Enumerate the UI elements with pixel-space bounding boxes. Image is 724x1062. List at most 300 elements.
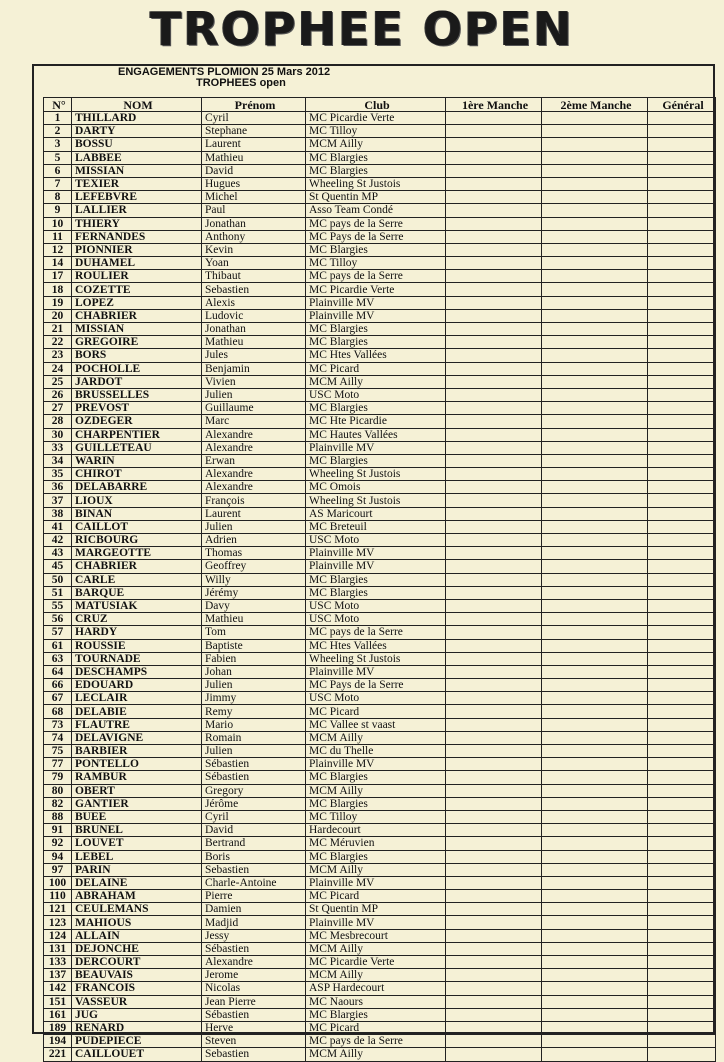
table-row xyxy=(44,745,716,758)
rider-lastname: PIONNIER xyxy=(72,243,202,256)
rider-firstname: Adrien xyxy=(202,534,306,547)
header-manche-1: 1ère Manche xyxy=(446,98,542,112)
general-cell xyxy=(648,125,716,138)
table-row xyxy=(44,494,716,507)
rider-club: USC Moto xyxy=(306,388,446,401)
rider-firstname: Benjamin xyxy=(202,362,306,375)
rider-firstname: Stephane xyxy=(202,125,306,138)
rider-firstname: Alexandre xyxy=(202,441,306,454)
table-row xyxy=(44,362,716,375)
rider-number: 26 xyxy=(44,388,72,401)
rider-lastname: HARDY xyxy=(72,626,202,639)
manche-1-cell xyxy=(446,824,542,837)
rider-number: 79 xyxy=(44,771,72,784)
manche-2-cell xyxy=(542,336,648,349)
rider-lastname: DUHAMEL xyxy=(72,257,202,270)
rider-firstname: Sebastien xyxy=(202,863,306,876)
manche-2-cell xyxy=(542,903,648,916)
rider-number: 3 xyxy=(44,138,72,151)
rider-number: 61 xyxy=(44,639,72,652)
general-cell xyxy=(648,837,716,850)
manche-1-cell xyxy=(446,626,542,639)
manche-2-cell xyxy=(542,507,648,520)
manche-2-cell xyxy=(542,534,648,547)
rider-lastname: BINAN xyxy=(72,507,202,520)
header-general: Général xyxy=(648,98,716,112)
general-cell xyxy=(648,309,716,322)
rider-lastname: DARTY xyxy=(72,125,202,138)
manche-1-cell xyxy=(446,586,542,599)
rider-club: MC Omois xyxy=(306,481,446,494)
rider-number: 133 xyxy=(44,956,72,969)
manche-1-cell xyxy=(446,151,542,164)
rider-firstname: Willy xyxy=(202,573,306,586)
manche-2-cell xyxy=(542,270,648,283)
rider-club: MC Picardie Verte xyxy=(306,283,446,296)
manche-2-cell xyxy=(542,283,648,296)
rider-club: MC Tilloy xyxy=(306,257,446,270)
manche-1-cell xyxy=(446,784,542,797)
general-cell xyxy=(648,784,716,797)
table-row xyxy=(44,534,716,547)
rider-lastname: CAILLOT xyxy=(72,520,202,533)
rider-lastname: TEXIER xyxy=(72,177,202,190)
rider-lastname: GREGOIRE xyxy=(72,336,202,349)
manche-1-cell xyxy=(446,323,542,336)
rider-firstname: François xyxy=(202,494,306,507)
manche-2-cell xyxy=(542,718,648,731)
rider-lastname: BUEE xyxy=(72,810,202,823)
manche-2-cell xyxy=(542,494,648,507)
table-row xyxy=(44,125,716,138)
manche-2-cell xyxy=(542,586,648,599)
rider-lastname: ABRAHAM xyxy=(72,890,202,903)
manche-1-cell xyxy=(446,718,542,731)
header-nom: NOM xyxy=(72,98,202,112)
table-row xyxy=(44,1035,716,1048)
manche-2-cell xyxy=(542,850,648,863)
rider-number: 66 xyxy=(44,679,72,692)
rider-firstname: Alexandre xyxy=(202,428,306,441)
rider-firstname: Erwan xyxy=(202,454,306,467)
rider-number: 5 xyxy=(44,151,72,164)
rider-lastname: GANTIER xyxy=(72,797,202,810)
rider-firstname: Jérôme xyxy=(202,797,306,810)
rider-firstname: Pierre xyxy=(202,890,306,903)
rider-club: MCM Ailly xyxy=(306,942,446,955)
rider-firstname: Marc xyxy=(202,415,306,428)
category-subtitle: TROPHEES open xyxy=(196,77,286,89)
manche-2-cell xyxy=(542,323,648,336)
rider-firstname: Fabien xyxy=(202,652,306,665)
manche-2-cell xyxy=(542,705,648,718)
table-row xyxy=(44,270,716,283)
general-cell xyxy=(648,336,716,349)
table-row xyxy=(44,824,716,837)
manche-1-cell xyxy=(446,1021,542,1034)
rider-number: 94 xyxy=(44,850,72,863)
general-cell xyxy=(648,573,716,586)
rider-firstname: David xyxy=(202,164,306,177)
entries-table xyxy=(43,97,716,1062)
rider-firstname: Bertrand xyxy=(202,837,306,850)
rider-lastname: ALLAIN xyxy=(72,929,202,942)
rider-firstname: Sébastien xyxy=(202,1008,306,1021)
rider-club: MC Blargies xyxy=(306,454,446,467)
manche-1-cell xyxy=(446,257,542,270)
rider-club: MC pays de la Serre xyxy=(306,270,446,283)
manche-1-cell xyxy=(446,362,542,375)
manche-1-cell xyxy=(446,112,542,125)
rider-firstname: Jonathan xyxy=(202,217,306,230)
rider-firstname: Steven xyxy=(202,1035,306,1048)
rider-lastname: LIOUX xyxy=(72,494,202,507)
manche-2-cell xyxy=(542,890,648,903)
rider-number: 42 xyxy=(44,534,72,547)
rider-number: 64 xyxy=(44,665,72,678)
rider-number: 161 xyxy=(44,1008,72,1021)
rider-club: Wheeling St Justois xyxy=(306,652,446,665)
manche-1-cell xyxy=(446,125,542,138)
rider-firstname: Thomas xyxy=(202,547,306,560)
rider-number: 20 xyxy=(44,309,72,322)
general-cell xyxy=(648,164,716,177)
manche-2-cell xyxy=(542,560,648,573)
manche-1-cell xyxy=(446,296,542,309)
table-row xyxy=(44,349,716,362)
rider-club: Plainville MV xyxy=(306,296,446,309)
table-row xyxy=(44,217,716,230)
rider-club: MCM Ailly xyxy=(306,1048,446,1061)
manche-2-cell xyxy=(542,415,648,428)
rider-club: MC Hautes Vallées xyxy=(306,428,446,441)
rider-club: MC Blargies xyxy=(306,771,446,784)
table-row xyxy=(44,1021,716,1034)
rider-club: USC Moto xyxy=(306,534,446,547)
table-row xyxy=(44,613,716,626)
rider-lastname: LOPEZ xyxy=(72,296,202,309)
table-row xyxy=(44,428,716,441)
manche-1-cell xyxy=(446,692,542,705)
table-row xyxy=(44,204,716,217)
rider-club: Asso Team Condé xyxy=(306,204,446,217)
manche-1-cell xyxy=(446,797,542,810)
rider-firstname: Sebastien xyxy=(202,1048,306,1061)
rider-lastname: CEULEMANS xyxy=(72,903,202,916)
rider-firstname: Sebastien xyxy=(202,283,306,296)
rider-number: 56 xyxy=(44,613,72,626)
general-cell xyxy=(648,797,716,810)
manche-1-cell xyxy=(446,468,542,481)
manche-2-cell xyxy=(542,191,648,204)
manche-1-cell xyxy=(446,441,542,454)
rider-number: 57 xyxy=(44,626,72,639)
header-prenom: Prénom xyxy=(202,98,306,112)
manche-1-cell xyxy=(446,375,542,388)
rider-club: MC Picard xyxy=(306,705,446,718)
rider-number: 67 xyxy=(44,692,72,705)
event-subtitle: ENGAGEMENTS PLOMION 25 Mars 2012 xyxy=(118,66,331,78)
manche-1-cell xyxy=(446,204,542,217)
rider-number: 19 xyxy=(44,296,72,309)
rider-firstname: Sébastien xyxy=(202,758,306,771)
general-cell xyxy=(648,929,716,942)
general-cell xyxy=(648,230,716,243)
rider-club: MC pays de la Serre xyxy=(306,217,446,230)
manche-1-cell xyxy=(446,771,542,784)
table-row xyxy=(44,191,716,204)
table-row xyxy=(44,942,716,955)
table-row xyxy=(44,679,716,692)
table-row xyxy=(44,969,716,982)
manche-1-cell xyxy=(446,415,542,428)
general-cell xyxy=(648,296,716,309)
manche-2-cell xyxy=(542,1035,648,1048)
rider-club: MC Picardie Verte xyxy=(306,956,446,969)
general-cell xyxy=(648,745,716,758)
rider-club: MC Htes Vallées xyxy=(306,639,446,652)
table-row xyxy=(44,903,716,916)
rider-firstname: Julien xyxy=(202,388,306,401)
manche-1-cell xyxy=(446,613,542,626)
general-cell xyxy=(648,652,716,665)
rider-firstname: Jonathan xyxy=(202,323,306,336)
rider-club: MCM Ailly xyxy=(306,969,446,982)
manche-2-cell xyxy=(542,942,648,955)
manche-1-cell xyxy=(446,639,542,652)
manche-2-cell xyxy=(542,995,648,1008)
table-row xyxy=(44,692,716,705)
table-row xyxy=(44,665,716,678)
rider-number: 2 xyxy=(44,125,72,138)
rider-club: MC Htes Vallées xyxy=(306,349,446,362)
table-row xyxy=(44,810,716,823)
rider-club: Hardecourt xyxy=(306,824,446,837)
rider-firstname: Tom xyxy=(202,626,306,639)
rider-lastname: RAMBUR xyxy=(72,771,202,784)
manche-1-cell xyxy=(446,1048,542,1061)
manche-2-cell xyxy=(542,665,648,678)
rider-number: 6 xyxy=(44,164,72,177)
manche-1-cell xyxy=(446,758,542,771)
general-cell xyxy=(648,771,716,784)
rider-club: MC Breteuil xyxy=(306,520,446,533)
rider-number: 121 xyxy=(44,903,72,916)
manche-1-cell xyxy=(446,164,542,177)
rider-lastname: BARQUE xyxy=(72,586,202,599)
manche-2-cell xyxy=(542,771,648,784)
rider-firstname: Romain xyxy=(202,731,306,744)
manche-2-cell xyxy=(542,388,648,401)
manche-2-cell xyxy=(542,837,648,850)
rider-firstname: Mathieu xyxy=(202,336,306,349)
rider-lastname: CHIROT xyxy=(72,468,202,481)
table-row xyxy=(44,336,716,349)
manche-1-cell xyxy=(446,336,542,349)
general-cell xyxy=(648,586,716,599)
manche-1-cell xyxy=(446,705,542,718)
rider-firstname: Mathieu xyxy=(202,151,306,164)
table-row xyxy=(44,402,716,415)
manche-1-cell xyxy=(446,890,542,903)
manche-2-cell xyxy=(542,230,648,243)
rider-number: 55 xyxy=(44,599,72,612)
rider-lastname: DELABARRE xyxy=(72,481,202,494)
rider-club: MC Mesbrecourt xyxy=(306,929,446,942)
rider-number: 63 xyxy=(44,652,72,665)
rider-firstname: Jean Pierre xyxy=(202,995,306,1008)
rider-club: MC Blargies xyxy=(306,151,446,164)
rider-lastname: CHABRIER xyxy=(72,560,202,573)
rider-number: 33 xyxy=(44,441,72,454)
header-club: Club xyxy=(306,98,446,112)
rider-number: 88 xyxy=(44,810,72,823)
manche-1-cell xyxy=(446,454,542,467)
table-row xyxy=(44,639,716,652)
rider-firstname: Julien xyxy=(202,520,306,533)
table-row xyxy=(44,586,716,599)
header-number: N° xyxy=(44,98,72,112)
rider-lastname: LOUVET xyxy=(72,837,202,850)
general-cell xyxy=(648,692,716,705)
rider-lastname: THILLARD xyxy=(72,112,202,125)
manche-2-cell xyxy=(542,125,648,138)
rider-club: Plainville MV xyxy=(306,547,446,560)
rider-club: USC Moto xyxy=(306,692,446,705)
general-cell xyxy=(648,1048,716,1061)
manche-2-cell xyxy=(542,138,648,151)
rider-club: USC Moto xyxy=(306,599,446,612)
rider-lastname: CHARPENTIER xyxy=(72,428,202,441)
rider-lastname: GUILLETEAU xyxy=(72,441,202,454)
manche-2-cell xyxy=(542,362,648,375)
general-cell xyxy=(648,388,716,401)
general-cell xyxy=(648,481,716,494)
rider-firstname: Jimmy xyxy=(202,692,306,705)
general-cell xyxy=(648,679,716,692)
rider-club: MC Blargies xyxy=(306,323,446,336)
rider-lastname: ROULIER xyxy=(72,270,202,283)
manche-1-cell xyxy=(446,428,542,441)
rider-firstname: Thibaut xyxy=(202,270,306,283)
rider-number: 97 xyxy=(44,863,72,876)
manche-1-cell xyxy=(446,995,542,1008)
rider-number: 73 xyxy=(44,718,72,731)
rider-firstname: Cyril xyxy=(202,810,306,823)
rider-lastname: COZETTE xyxy=(72,283,202,296)
rider-firstname: Kevin xyxy=(202,243,306,256)
rider-club: MCM Ailly xyxy=(306,138,446,151)
table-row xyxy=(44,916,716,929)
manche-2-cell xyxy=(542,1021,648,1034)
general-cell xyxy=(648,362,716,375)
rider-number: 34 xyxy=(44,454,72,467)
rider-lastname: THIERY xyxy=(72,217,202,230)
rider-club: MC Blargies xyxy=(306,797,446,810)
rider-number: 43 xyxy=(44,547,72,560)
manche-2-cell xyxy=(542,731,648,744)
rider-lastname: DEJONCHE xyxy=(72,942,202,955)
rider-lastname: PREVOST xyxy=(72,402,202,415)
rider-club: St Quentin MP xyxy=(306,191,446,204)
manche-1-cell xyxy=(446,929,542,942)
manche-1-cell xyxy=(446,969,542,982)
rider-number: 68 xyxy=(44,705,72,718)
table-row xyxy=(44,243,716,256)
table-row xyxy=(44,929,716,942)
general-cell xyxy=(648,534,716,547)
header-manche-2: 2ème Manche xyxy=(542,98,648,112)
manche-2-cell xyxy=(542,797,648,810)
manche-2-cell xyxy=(542,217,648,230)
rider-number: 17 xyxy=(44,270,72,283)
table-row xyxy=(44,876,716,889)
rider-number: 142 xyxy=(44,982,72,995)
rider-firstname: Jules xyxy=(202,349,306,362)
rider-number: 22 xyxy=(44,336,72,349)
rider-club: MC pays de la Serre xyxy=(306,1035,446,1048)
general-cell xyxy=(648,599,716,612)
rider-lastname: BARBIER xyxy=(72,745,202,758)
general-cell xyxy=(648,982,716,995)
table-row xyxy=(44,323,716,336)
rider-club: MC pays de la Serre xyxy=(306,626,446,639)
general-cell xyxy=(648,415,716,428)
rider-lastname: CAILLOUET xyxy=(72,1048,202,1061)
manche-1-cell xyxy=(446,599,542,612)
general-cell xyxy=(648,916,716,929)
rider-club: MCM Ailly xyxy=(306,731,446,744)
rider-number: 82 xyxy=(44,797,72,810)
manche-2-cell xyxy=(542,982,648,995)
rider-club: MCM Ailly xyxy=(306,375,446,388)
rider-lastname: DESCHAMPS xyxy=(72,665,202,678)
rider-firstname: Cyril xyxy=(202,112,306,125)
rider-club: St Quentin MP xyxy=(306,903,446,916)
rider-lastname: LEBEL xyxy=(72,850,202,863)
manche-2-cell xyxy=(542,876,648,889)
rider-club: MC Vallee st vaast xyxy=(306,718,446,731)
manche-1-cell xyxy=(446,138,542,151)
rider-firstname: Paul xyxy=(202,204,306,217)
rider-number: 123 xyxy=(44,916,72,929)
rider-club: Plainville MV xyxy=(306,309,446,322)
general-cell xyxy=(648,942,716,955)
manche-2-cell xyxy=(542,929,648,942)
manche-2-cell xyxy=(542,784,648,797)
rider-number: 221 xyxy=(44,1048,72,1061)
rider-number: 14 xyxy=(44,257,72,270)
table-row xyxy=(44,652,716,665)
general-cell xyxy=(648,810,716,823)
manche-2-cell xyxy=(542,204,648,217)
manche-1-cell xyxy=(446,349,542,362)
manche-1-cell xyxy=(446,1008,542,1021)
rider-lastname: OZDEGER xyxy=(72,415,202,428)
rider-firstname: Herve xyxy=(202,1021,306,1034)
rider-club: MC Méruvien xyxy=(306,837,446,850)
table-row xyxy=(44,758,716,771)
table-row xyxy=(44,718,716,731)
rider-number: 124 xyxy=(44,929,72,942)
table-row xyxy=(44,863,716,876)
general-cell xyxy=(648,956,716,969)
rider-club: Plainville MV xyxy=(306,916,446,929)
table-row xyxy=(44,283,716,296)
rider-club: MC Blargies xyxy=(306,336,446,349)
rider-lastname: WARIN xyxy=(72,454,202,467)
rider-number: 91 xyxy=(44,824,72,837)
